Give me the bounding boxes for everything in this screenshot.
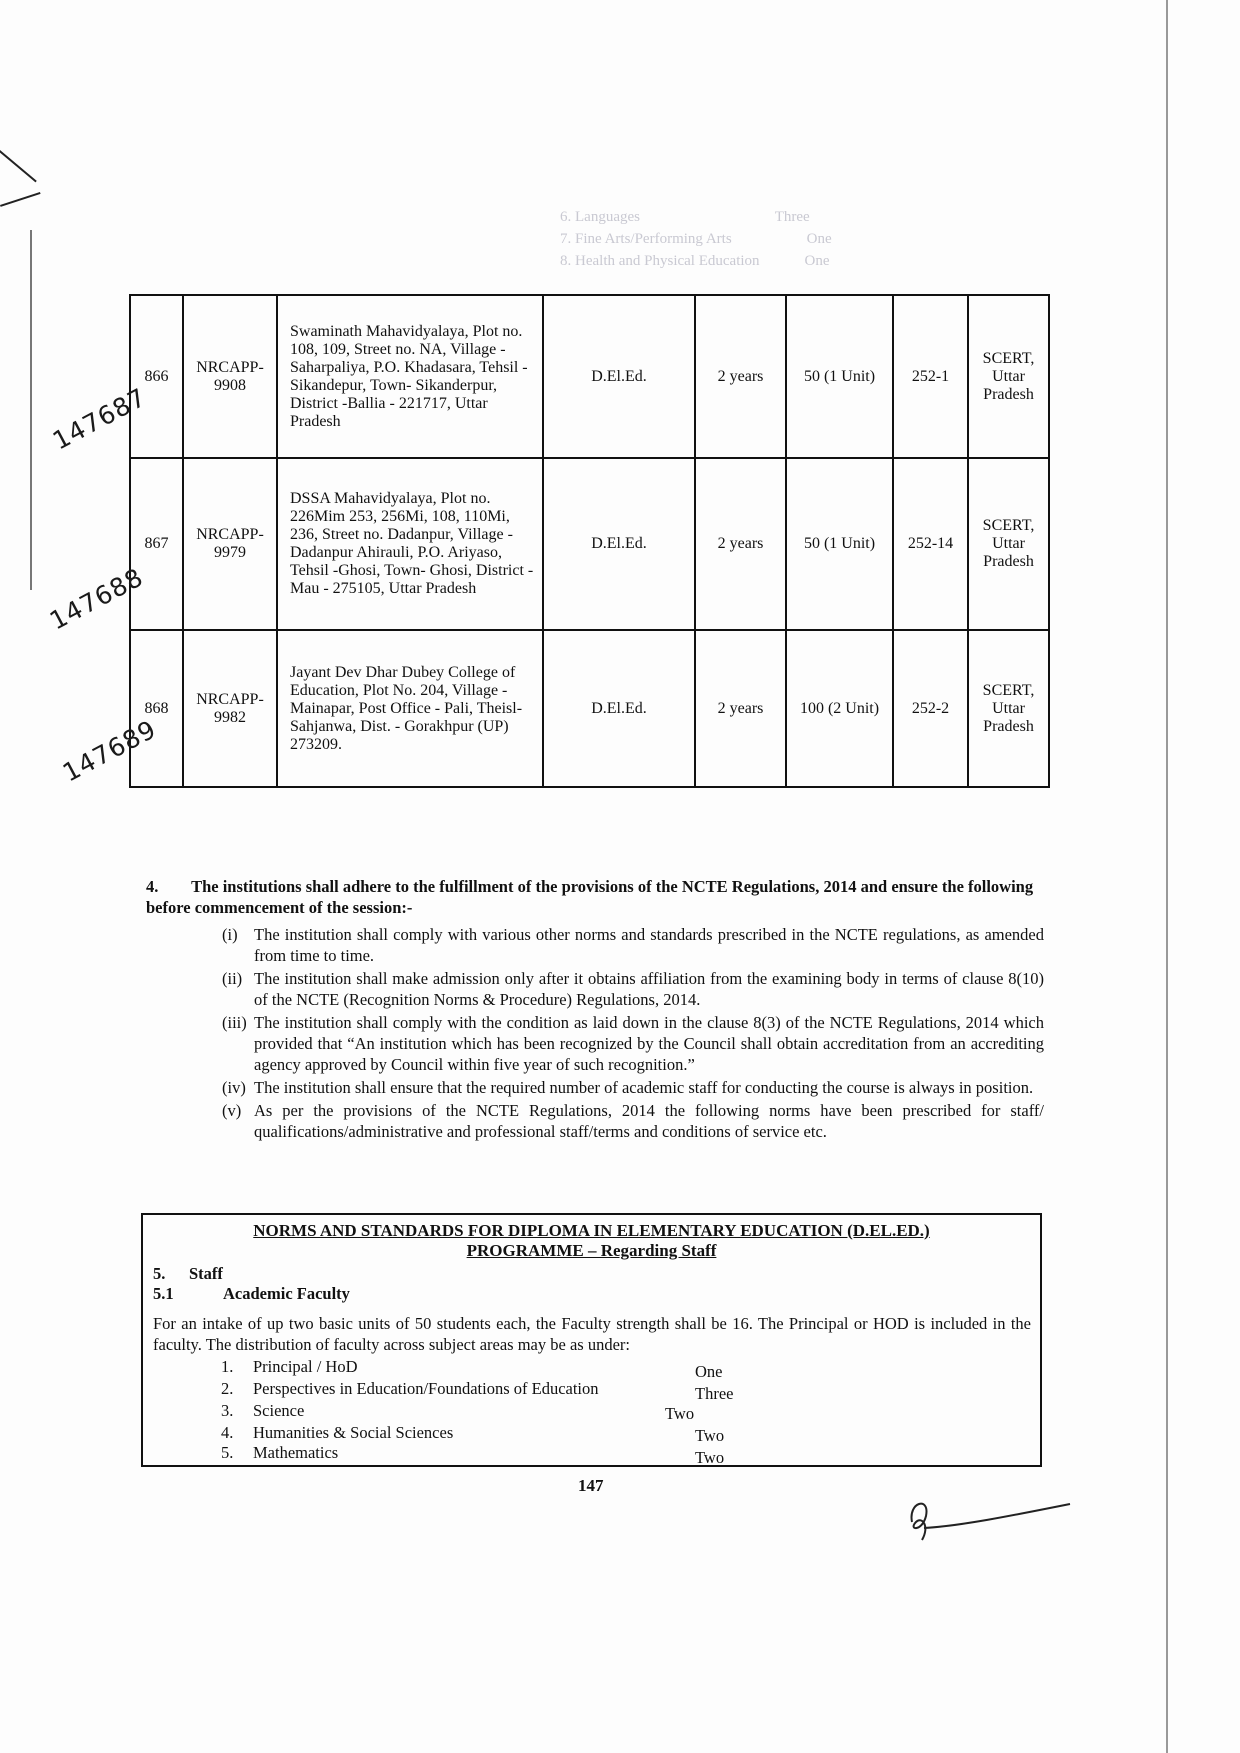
faculty-number: 4. (221, 1423, 234, 1442)
faculty-area: Perspectives in Education/Foundations of Education (253, 1379, 599, 1398)
section-5-1-label: Academic Faculty (223, 1284, 350, 1303)
item-number: (i) (222, 925, 238, 944)
faculty-number: 3. (221, 1401, 234, 1420)
meeting-ref: 252-14 (893, 458, 968, 630)
affiliating-body: SCERT, Uttar Pradesh (968, 630, 1049, 787)
affiliating-body: SCERT, Uttar Pradesh (968, 458, 1049, 630)
course: D.El.Ed. (543, 630, 695, 787)
faculty-count: One (695, 1362, 723, 1381)
faculty-area: Science (253, 1401, 305, 1420)
item-text: The institution shall ensure that the required number of academic staff for conducting the course is always in position. (254, 1078, 1034, 1097)
table-row (130, 458, 1049, 630)
handwritten-number: 147689 (58, 714, 162, 788)
duration: 2 years (695, 630, 786, 787)
conditions-list (146, 924, 1044, 1142)
item-text: The institution shall comply with the condition as laid down in the clause 8(3) of the NCTE Regulations, 2014 which provided that “An institution which has been recognized by the Council shall obtain accreditation from an accrediting agency approved by Council within five year of such recognition.” (254, 1013, 1044, 1074)
institution-address: DSSA Mahavidyalaya, Plot no. 226Mim 253, 256Mi, 108, 110Mi, 236, Street no. Dadanpur, Village - Dadanpur Ahirauli, P.O. Ariyaso, Tehsil -Ghosi, Town- Ghosi, District -Mau - 275105, Uttar Pradesh (277, 458, 543, 630)
course: D.El.Ed. (543, 458, 695, 630)
faculty-count: Two (695, 1448, 725, 1467)
table-row (130, 295, 1049, 458)
application-code: NRCAPP-9908 (183, 295, 277, 458)
norms-subheading: PROGRAMME – Regarding Staff (466, 1241, 717, 1260)
faculty-count: Two (665, 1404, 695, 1423)
list-item (146, 968, 1044, 1010)
section-5-number: 5. (153, 1264, 166, 1283)
handwritten-number: 147688 (45, 562, 149, 636)
scan-edge-line (30, 230, 32, 590)
duration: 2 years (695, 295, 786, 458)
faculty-area: Mathematics (253, 1443, 339, 1462)
handwritten-number: 147687 (48, 382, 152, 456)
section-4-text: The institutions shall adhere to the fulfillment of the provisions of the NCTE Regulations, 2014 and ensure the following before commencement of the session:- (146, 877, 1034, 917)
course: D.El.Ed. (543, 295, 695, 458)
list-item (146, 1100, 1044, 1142)
item-number: (v) (222, 1101, 242, 1120)
scan-edge-line (0, 150, 37, 182)
item-text: The institution shall comply with various other norms and standards prescribed in the NCTE regulations, as amended from time to time. (254, 925, 1044, 965)
bleed-through-text: 6. Languages Three (560, 209, 810, 225)
item-number: (iii) (222, 1013, 247, 1032)
institution-address: Swaminath Mahavidyalaya, Plot no. 108, 109, Street no. NA, Village - Saharpaliya, P.O. Khadasara, Tehsil - Sikandepur, Town- Sikanderpur, District -Ballia - 221717, Uttar Pradesh (277, 295, 543, 458)
item-number: (iv) (222, 1078, 246, 1097)
serial-number: 867 (130, 458, 183, 630)
scan-edge-line (1166, 0, 1168, 1753)
intake: 100 (2 Unit) (786, 630, 893, 787)
institution-address: Jayant Dev Dhar Dubey College of Education, Plot No. 204, Village - Mainapar, Post Office - Pali, Theisl-Sahjanwa, Dist. - Gorakhpur (UP) 273209. (277, 630, 543, 787)
serial-number: 868 (130, 630, 183, 787)
list-item (146, 924, 1044, 966)
section-5-1-number: 5.1 (153, 1284, 174, 1303)
application-code: NRCAPP-9979 (183, 458, 277, 630)
norms-box (141, 1213, 1042, 1467)
item-number: (ii) (222, 969, 243, 988)
application-code: NRCAPP-9982 (183, 630, 277, 787)
intake: 50 (1 Unit) (786, 458, 893, 630)
list-item (146, 1012, 1044, 1075)
scan-edge-line (0, 192, 40, 206)
meeting-ref: 252-1 (893, 295, 968, 458)
institutions-table (129, 294, 1050, 788)
intake: 50 (1 Unit) (786, 295, 893, 458)
bleed-through-text: 7. Fine Arts/Performing Arts One (560, 231, 832, 247)
faculty-count: Two (695, 1426, 725, 1445)
signature (900, 1482, 1080, 1552)
serial-number: 866 (130, 295, 183, 458)
faculty-area: Principal / HoD (253, 1357, 358, 1376)
section-4-lead (146, 876, 1044, 918)
section-5-label: Staff (189, 1264, 223, 1283)
item-text: The institution shall make admission only after it obtains affiliation from the examining body in terms of clause 8(10) of the NCTE (Recognition Norms & Procedure) Regulations, 2014. (254, 969, 1044, 1009)
table-row (130, 630, 1049, 787)
list-item (146, 1077, 1044, 1098)
faculty-number: 2. (221, 1379, 234, 1398)
faculty-number: 1. (221, 1357, 234, 1376)
affiliating-body: SCERT, Uttar Pradesh (968, 295, 1049, 458)
bleed-through-text: 8. Health and Physical Education One (560, 253, 830, 269)
section-4 (146, 876, 1044, 1144)
duration: 2 years (695, 458, 786, 630)
item-text: As per the provisions of the NCTE Regulations, 2014 the following norms have been prescribed for staff/ qualifications/administrative and professional staff/terms and conditions of service etc. (254, 1101, 1044, 1141)
section-number: 4. (146, 877, 159, 896)
faculty-number: 5. (221, 1443, 234, 1462)
faculty-count: Three (695, 1384, 734, 1403)
norms-heading: NORMS AND STANDARDS FOR DIPLOMA IN ELEMENTARY EDUCATION (D.EL.ED.) (253, 1221, 930, 1240)
meeting-ref: 252-2 (893, 630, 968, 787)
faculty-area: Humanities & Social Sciences (253, 1423, 454, 1442)
page-number: 147 (578, 1476, 604, 1495)
faculty-paragraph: For an intake of up two basic units of 50 students each, the Faculty strength shall be 16. The Principal or HOD is included in the faculty. The distribution of faculty across subject areas may be as under: (153, 1314, 1031, 1354)
